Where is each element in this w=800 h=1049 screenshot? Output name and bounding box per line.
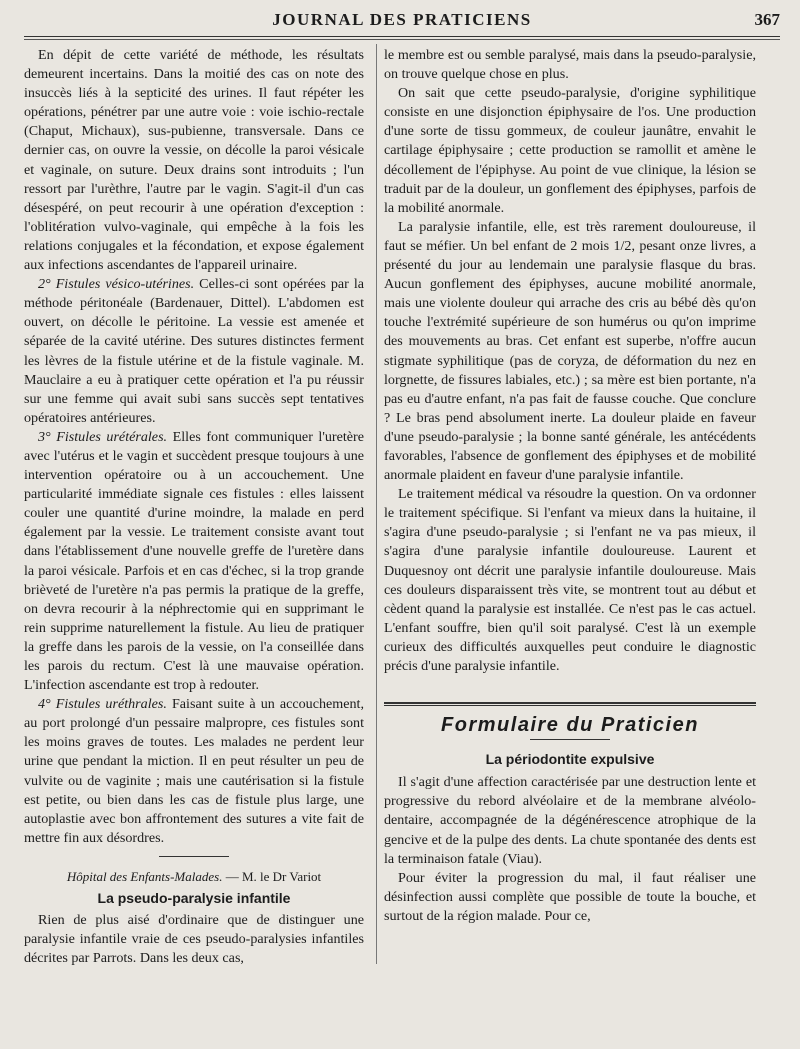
paragraph: En dépit de cette variété de méthode, les résultats demeurent incertains. Dans la moitié des cas on note des insuccès liés à la septicité des urines. Il faut répéter les opérations, pénétrer par une autre voie : voie ischio-rectale (Chaput, Michaux), sus-pubienne, transversale. Dans ce dernier cas, on ouvre la vessie, on décolle la paroi vésicale et vaginale, on suture. Deux drains sont introduits ; l'un ressort par l'urèthre, l'autre par le vagin. S'agit-il d'un cas désespéré, on peut recourir à une opération d'exception : l'oblitération vulvo-vaginale, qui empêche à la fois les relations conjugales et la fécondation, et expose également aux infections ascendantes de l'appareil urinaire. <box>24 47 364 274</box>
paragraph: Pour éviter la progression du mal, il faut réaliser une désinfection aussi complète que possible de toute la bouche, et surtout de la région malade. Pour ce, <box>384 869 756 924</box>
page-header <box>24 10 780 36</box>
running-title: JOURNAL DES PRATICIENS <box>272 10 532 29</box>
paragraph: La paralysie infantile, elle, est très rarement douloureuse, il faut se méfier. Un bel enfant de 2 mois 1/2, pesant onze livres, a présenté du jour au lendemain une paralysie flasque du bras. Aucun gonflement des épiphyses, aucune mobilité anormale, mais une violente douleur qui arrache des cris au bébé dès qu'on touche l'extrémité supérieure de son humérus ou qu'on imprime des mouvements au bras. Cet enfant est superbe, n'offre aucun stigmate syphilitique (pas de coryza, de déformation du nez en lorgnette, de fissures labiales, etc.) ; sa mère est bien portante, n'a pas eu d'autre enfant, n'a pas fait de fausse couche. Que conclure ? Le bras pend absolument inerte. La douleur plaide en faveur d'une pseudo-paralysie ; la bonne santé générale, les antécédents favorables, l'absence de gonflement des épiphyses et de mobilité anormale plaident en faveur d'une paralysie infantile. <box>384 218 756 484</box>
section-label: 4° Fistules uréthrales. <box>38 696 167 713</box>
author-name: — M. le Dr Variot <box>222 868 322 884</box>
paragraph-urethrales <box>24 695 364 848</box>
article-byline <box>24 867 364 886</box>
paragraph-ureterales <box>24 428 364 695</box>
left-column <box>24 46 364 968</box>
paragraph-text: Faisant suite à un accouchement, au port prolongé d'un pessaire malpropre, ces fistules sont les moins graves de toutes. Les malades ne perdent leur urine que pendant la miction. Il en peut résulter un peu de vulvite ou de vaginite ; mais une cautérisation si la fistule est petite, ou bien dans les cas de fistule plus large, une autoplastie avec bon affrontement des sutures a vite fait de mettre fin aux désordres. <box>24 696 364 846</box>
paragraph: On sait que cette pseudo-paralysie, d'origine syphilitique consiste en une disjonction épiphysaire de l'os. Une production d'une sorte de tissu gommeux, de couleur jaunâtre, envahit le cartilage épiphysaire ; cette production se ramollit et amène le décollement de l'épiphyse. Au point de vue clinique, la lésion se traduit par de la douleur, un gonflement des épiphyses, parfois de la mobilité anormale. <box>384 85 756 216</box>
paragraph: le membre est ou semble paralysé, mais dans la pseudo-paralysie, on trouve quelque chose en plus. <box>384 47 756 83</box>
hospital-name: Hôpital des Enfants-Malades. <box>66 868 223 884</box>
section-double-rule <box>384 702 756 706</box>
separator-rule <box>159 856 229 857</box>
column-divider <box>376 44 377 964</box>
paragraph-vesico-uterines <box>24 275 364 428</box>
title-underline <box>530 739 610 740</box>
article-title: La pseudo-paralysie infantile <box>97 890 291 907</box>
header-rule <box>24 36 780 40</box>
section-label: 2° Fistules vésico-utérines. <box>38 276 195 293</box>
paragraph: Le traitement médical va résoudre la question. On va ordonner le traitement spécifique. Si l'enfant va mieux dans la huitaine, il s'agira d'une pseudo-paralysie ; si l'enfant ne va pas mieux, il s'agira d'une paralysie infantile douloureuse. Laurent et Duquesnoy ont décrit une paralysie infantile douloureuse. Mais ces douleurs disparaissent très vite, se montrent tout au début et cèdent quand la paralysie est installée. Ce n'est pas le cas actuel. L'enfant souffre, bien qu'il soit paralysé. C'est là un exemple curieux des difficultés auxquelles peut conduire le diagnostic précis d'une paralysie infantile. <box>384 486 756 674</box>
section-title: La périodontite expulsive <box>485 751 655 768</box>
paragraph-text: Elles font communiquer l'uretère avec l'utérus et le vagin et succèdent presque toujours à une intervention opératoire ou à un accouchement. Une particularité immédiate signale ces fistules : elles laissent couler une quantité d'urine moindre, la malade en perd également par la vessie. Le traitement consiste avant tout dans l'établissement d'une nouvelle greffe de l'uretère dans la paroi vésicale. Parfois et en cas d'échec, si la trop grande brièveté de l'uretère n'a pas permis la pratique de la greffe, on devra recourir à la néphrectomie qui en supprimant le rein supprime naturellement la fistule. Au lieu de pratiquer la greffe dans les parois de la vessie, on l'a conseillée dans les parois du rectum. C'est là une mauvaise opération. L'infection ascendante est trop à redouter. <box>24 428 364 694</box>
page-number: 367 <box>754 10 780 29</box>
paragraph: Il s'agit d'une affection caractérisée par une destruction lente et progressive du rebord alvéolaire et de la membrane alvéolo-dentaire, accompagnée de la dégénérescence atrophique de la gencive et de la pulpe des dents. La chute spontanée des dents est la terminaison fatale (Viau). <box>384 774 756 867</box>
section-label: 3° Fistules urétérales. <box>38 428 168 445</box>
formulaire-title: Formulaire du Praticien <box>441 714 699 737</box>
paragraph: Rien de plus aisé d'ordinaire que de distinguer une paralysie infantile vraie de ces pseudo-paralysies infantiles décrites par Parrots. Dans les deux cas, <box>24 912 364 967</box>
right-column <box>384 46 756 926</box>
paragraph-text: Celles-ci sont opérées par la méthode péritonéale (Bardenauer, Dittel). L'abdomen est ouvert, on décolle le péritoine. La vessie est amenée et séparée de la cavité utérine. Des sutures distinctes ferment les lèvres de la fistule utérine et de la fistule vaginale. M. Mauclaire a eu à pratiquer cette opération et l'a pu réussir sur une femme qui avait subi sans succès sept tentatives opératoires antérieures. <box>24 276 364 426</box>
